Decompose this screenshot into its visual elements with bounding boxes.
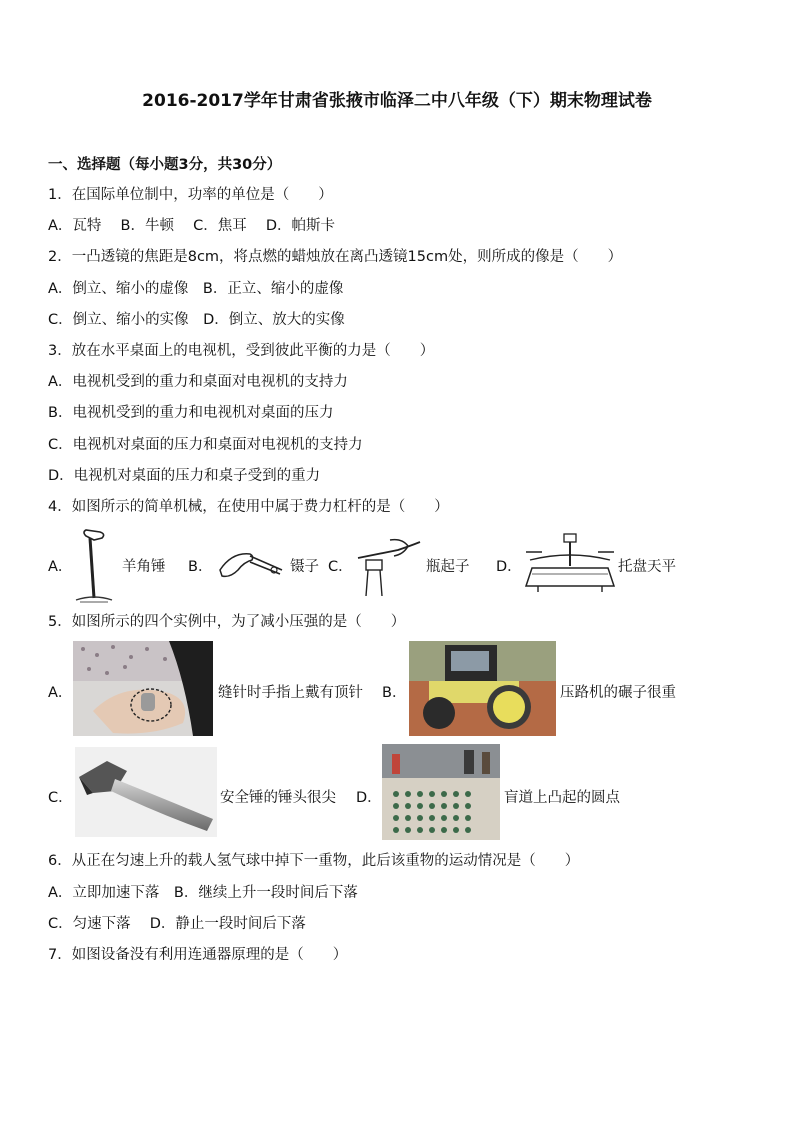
question-4-stem: 4．如图所示的简单机械，在使用中属于费力杠杆的是（ ） xyxy=(48,499,449,515)
question-7-stem: 7．如图设备没有利用连通器原理的是（ ） xyxy=(48,947,348,963)
question-3-option-b: B．电视机受到的重力和电视机对桌面的压力 xyxy=(48,405,334,421)
balance-scale-icon xyxy=(522,530,618,598)
question-4-option-a-label: A． xyxy=(48,559,73,575)
question-1-options: A．瓦特 B．牛顿 C．焦耳 D．帕斯卡 xyxy=(48,218,335,234)
question-2-options-cd: C．倒立、缩小的实像 D．倒立、放大的实像 xyxy=(48,312,345,328)
question-5-option-a-caption: 缝针时手指上戴有顶针 xyxy=(218,685,363,701)
question-4-option-b-label: B． xyxy=(188,559,213,575)
question-3-option-a: A．电视机受到的重力和桌面对电视机的支持力 xyxy=(48,374,348,390)
question-2-options-ab: A．倒立、缩小的虚像 B．正立、缩小的虚像 xyxy=(48,281,344,297)
safety-hammer-photo xyxy=(75,747,217,837)
question-5-option-a-label: A． xyxy=(48,685,73,701)
question-4-option-c-label: C． xyxy=(328,559,353,575)
question-4-option-d-caption: 托盘天平 xyxy=(618,559,676,575)
claw-hammer-icon xyxy=(72,528,116,606)
question-4-option-d-label: D． xyxy=(496,559,522,575)
question-5-option-d-label: D． xyxy=(356,790,382,806)
question-3-option-d: D．电视机对桌面的压力和桌子受到的重力 xyxy=(48,468,321,484)
section-heading: 一、选择题（每小题3分，共30分） xyxy=(48,157,282,173)
question-3-option-c: C．电视机对桌面的压力和桌面对电视机的支持力 xyxy=(48,437,363,453)
question-1-stem: 1．在国际单位制中，功率的单位是（ ） xyxy=(48,187,333,203)
question-4-option-b-caption: 镊子 xyxy=(290,559,319,575)
question-5-option-d-caption: 盲道上凸起的圆点 xyxy=(504,790,620,806)
question-5-option-b-caption: 压路机的碾子很重 xyxy=(560,685,676,701)
question-5-option-c-caption: 安全锤的锤头很尖 xyxy=(220,790,336,806)
question-4-option-a-caption: 羊角锤 xyxy=(122,559,166,575)
thimble-sewing-photo xyxy=(73,641,213,736)
page-title: 2016-2017学年甘肃省张掖市临泽二中八年级（下）期末物理试卷 xyxy=(142,91,652,111)
road-roller-photo xyxy=(409,641,556,736)
tactile-paving-photo xyxy=(382,744,500,840)
bottle-opener-icon xyxy=(350,532,426,598)
question-3-stem: 3．放在水平桌面上的电视机，受到彼此平衡的力是（ ） xyxy=(48,343,435,359)
tweezers-icon xyxy=(214,540,286,586)
question-5-option-c-label: C． xyxy=(48,790,73,806)
question-5-option-b-label: B． xyxy=(382,685,407,701)
question-6-options-cd: C．匀速下落 D．静止一段时间后下落 xyxy=(48,916,306,932)
question-4-option-c-caption: 瓶起子 xyxy=(426,559,470,575)
question-6-stem: 6．从正在匀速上升的载人氢气球中掉下一重物，此后该重物的运动情况是（ ） xyxy=(48,853,580,869)
question-5-stem: 5．如图所示的四个实例中，为了减小压强的是（ ） xyxy=(48,614,406,630)
question-2-stem: 2．一凸透镜的焦距是8cm，将点燃的蜡烛放在离凸透镜15cm处，则所成的像是（ ） xyxy=(48,249,623,265)
question-6-options-ab: A．立即加速下落 B．继续上升一段时间后下落 xyxy=(48,885,358,901)
